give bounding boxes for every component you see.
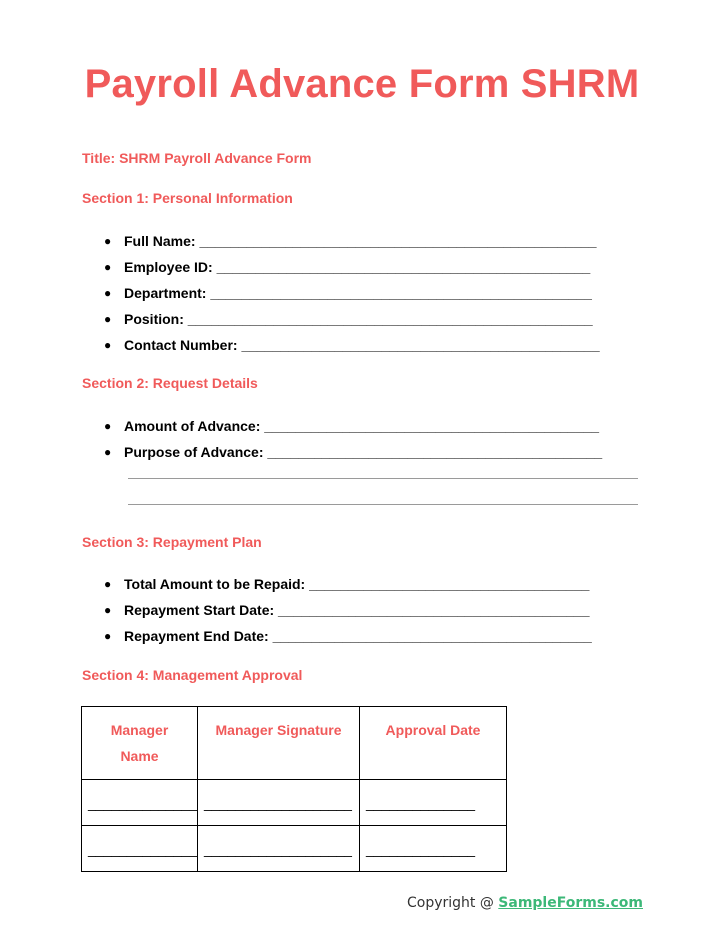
manager-name-cell[interactable]: ______________ [82,780,198,826]
page-title: Payroll Advance Form SHRM [84,62,640,106]
manager-name-cell[interactable]: ______________ [82,826,198,872]
section-3-heading: Section 3: Repayment Plan [82,534,262,550]
list-item [104,336,600,362]
bullet-icon: ● [104,419,112,433]
list-item [104,601,592,627]
list-item [104,232,600,258]
header-approval-date-label: Approval Date [385,722,481,738]
header-manager-name-label: Manager Name [110,722,169,764]
section-4-heading: Section 4: Management Approval [82,667,303,683]
employee-id-field[interactable]: Employee ID: ________________________________________________ [124,259,591,275]
repayment-plan-list [104,575,592,653]
bullet-icon: ● [104,338,112,352]
full-name-field[interactable]: Full Name: ___________________________________________________ [124,233,597,249]
request-details-list [104,417,602,469]
bullet-icon: ● [104,603,112,617]
contact-number-field[interactable]: Contact Number: ______________________________________________ [124,337,600,353]
table-row [82,826,507,872]
header-manager-signature [198,707,360,780]
repayment-end-field[interactable]: Repayment End Date: _________________________________________ [124,628,592,644]
list-item [104,310,600,336]
table-header-row [82,707,507,780]
list-item [104,627,592,653]
bullet-icon: ● [104,445,112,459]
personal-info-list [104,232,600,362]
bullet-icon: ● [104,629,112,643]
list-item [104,417,602,443]
bullet-icon: ● [104,286,112,300]
purpose-line-2[interactable] [128,504,638,505]
manager-signature-cell[interactable]: ___________________ [198,826,360,872]
brand-link[interactable]: SampleForms.com [498,895,643,911]
list-item [104,258,600,284]
bullet-icon: ● [104,260,112,274]
form-title: Title: SHRM Payroll Advance Form [82,150,312,166]
list-item [104,443,602,469]
footer [407,895,643,911]
header-approval-date [360,707,507,780]
header-manager-signature-label: Manager Signature [215,722,342,738]
total-repaid-field[interactable]: Total Amount to be Repaid: ____________________________________ [124,576,590,592]
approval-date-cell[interactable]: ______________ [360,826,507,872]
bullet-icon: ● [104,234,112,248]
list-item [104,284,600,310]
bullet-icon: ● [104,577,112,591]
approval-date-cell[interactable]: ______________ [360,780,507,826]
position-field[interactable]: Position: ____________________________________________________ [124,311,593,327]
bullet-icon: ● [104,312,112,326]
amount-of-advance-field[interactable]: Amount of Advance: ___________________________________________ [124,418,600,434]
copyright-text: Copyright @ [406,895,499,911]
purpose-line-1[interactable] [128,478,638,479]
repayment-start-field[interactable]: Repayment Start Date: ________________________________________ [124,602,590,618]
list-item [104,575,592,601]
section-2-heading: Section 2: Request Details [82,375,258,391]
approval-table [81,706,507,872]
section-1-heading: Section 1: Personal Information [82,190,293,206]
purpose-of-advance-field[interactable]: Purpose of Advance: ___________________________________________ [124,444,603,460]
table-row [82,780,507,826]
header-manager-name [82,707,198,780]
department-field[interactable]: Department: _________________________________________________ [124,285,592,301]
manager-signature-cell[interactable]: ___________________ [198,780,360,826]
